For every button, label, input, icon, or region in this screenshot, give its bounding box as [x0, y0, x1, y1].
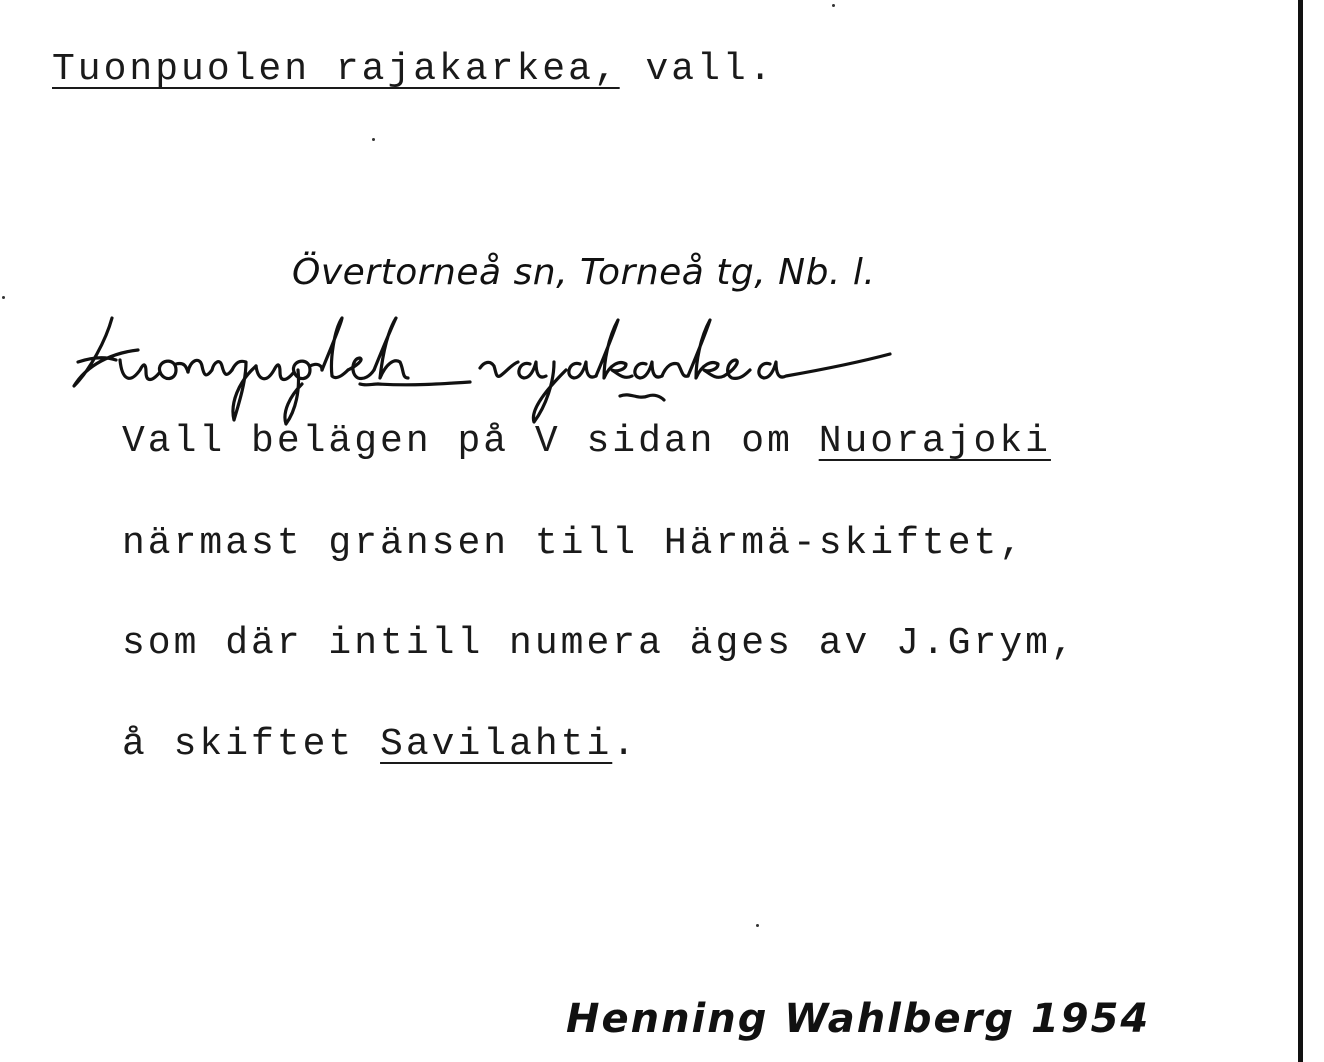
description-line-4-text: å skiftet — [122, 723, 381, 766]
card-heading — [52, 48, 775, 91]
description-line-2: närmast gränsen till Härmä-skiftet, — [122, 522, 1026, 565]
collector-signature: Henning Wahlberg 1954 — [566, 996, 1151, 1042]
scan-speck — [832, 4, 835, 7]
parish-location: Övertorneå sn, Torneå tg, Nb. l. — [292, 252, 876, 293]
scan-speck — [2, 296, 5, 299]
description-line-1-text: Vall belägen på V sidan om — [122, 420, 819, 463]
heading-place-name: Tuonpuolen rajakarkea, — [52, 48, 620, 91]
scan-speck — [372, 138, 375, 141]
heading-type: vall. — [619, 48, 775, 91]
river-name: Nuorajoki — [818, 420, 1051, 463]
handwritten-name — [60, 300, 1020, 430]
estate-name: Savilahti — [380, 723, 613, 766]
description-line-4 — [122, 723, 638, 766]
description-line-4-end: . — [612, 723, 639, 766]
card-edge-border — [1298, 0, 1303, 1062]
description-line-3: som där intill numera äges av J.Grym, — [122, 622, 1077, 665]
scan-speck — [756, 924, 759, 927]
description-line-1 — [122, 420, 1051, 463]
